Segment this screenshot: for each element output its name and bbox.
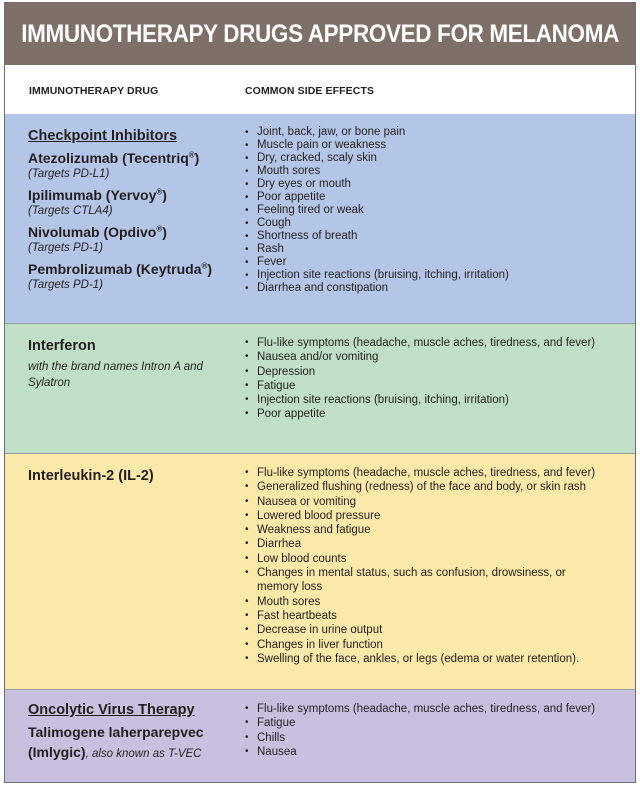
drug-target: (Targets PD-L1) bbox=[28, 168, 110, 180]
drug-name: Nivolumab (Opdivo®) bbox=[28, 224, 167, 240]
drug-brand-line: (Imlygic), also known as T-VEC bbox=[28, 744, 202, 760]
drug-target: (Targets PD-1) bbox=[28, 242, 103, 254]
drug-entry bbox=[28, 260, 233, 292]
side-effect-item: • Diarrhea and constipation bbox=[245, 282, 625, 295]
interleukin-drug-column bbox=[28, 467, 233, 485]
side-effect-item: • Flu-like symptoms (headache, muscle aches, tiredness, and fever) bbox=[245, 702, 625, 716]
column-header-row bbox=[5, 65, 635, 114]
drug-target: (Targets CTLA4) bbox=[28, 205, 113, 217]
side-effect-item: • Low blood counts bbox=[245, 552, 625, 566]
category-title: Interferon bbox=[28, 338, 96, 354]
title-bar bbox=[5, 3, 635, 65]
side-effect-item: • Generalized flushing (redness) of the face and body, or skin rash bbox=[245, 480, 625, 494]
section-interleukin-2 bbox=[5, 454, 635, 690]
side-effects-list bbox=[245, 336, 625, 422]
side-effect-item: • Cough bbox=[245, 217, 625, 230]
checkpoint-side-effects bbox=[245, 126, 625, 295]
drug-name: Atezolizumab (Tecentriq®) bbox=[28, 150, 200, 166]
section-interferon bbox=[5, 324, 635, 454]
page-title: IMMUNOTHERAPY DRUGS APPROVED FOR MELANOMA bbox=[21, 19, 619, 48]
side-effect-item: • Nausea or vomiting bbox=[245, 495, 625, 509]
side-effect-item: • Depression bbox=[245, 365, 625, 379]
side-effects-list bbox=[245, 466, 625, 666]
side-effect-item: • Dry eyes or mouth bbox=[245, 178, 625, 191]
side-effect-item: • Changes in mental status, such as confusion, drowsiness, or memory loss bbox=[245, 566, 580, 595]
drug-entry bbox=[28, 186, 233, 218]
side-effect-item: • Decrease in urine output bbox=[245, 623, 625, 637]
side-effect-item: • Chills bbox=[245, 731, 625, 745]
side-effect-item: • Weakness and fatigue bbox=[245, 523, 625, 537]
side-effect-item: • Injection site reactions (bruising, itching, irritation) bbox=[245, 269, 625, 282]
drug-name: Pembrolizumab (Keytruda®) bbox=[28, 261, 213, 277]
column-header-side-effects: COMMON SIDE EFFECTS bbox=[245, 85, 375, 97]
side-effect-item: • Feeling tired or weak bbox=[245, 204, 625, 217]
side-effect-item: • Nausea and/or vomiting bbox=[245, 350, 625, 364]
category-note: with the brand names Intron A and Sylatron bbox=[28, 361, 203, 389]
side-effect-item: • Injection site reactions (bruising, itching, irritation) bbox=[245, 393, 625, 407]
interferon-drug-column bbox=[28, 337, 233, 391]
side-effects-list bbox=[245, 126, 625, 295]
side-effect-item: • Changes in liver function bbox=[245, 638, 625, 652]
section-oncolytic-virus-therapy bbox=[5, 690, 635, 783]
side-effect-item: • Mouth sores bbox=[245, 165, 625, 178]
category-title: Oncolytic Virus Therapy bbox=[28, 702, 195, 718]
drug-entry bbox=[28, 223, 233, 255]
side-effect-item: • Fever bbox=[245, 256, 625, 269]
side-effect-item: • Shortness of breath bbox=[245, 230, 625, 243]
side-effect-item: • Fast heartbeats bbox=[245, 609, 625, 623]
side-effect-item: • Swelling of the face, ankles, or legs (edema or water retention). bbox=[245, 652, 625, 666]
side-effect-item: • Poor appetite bbox=[245, 407, 625, 421]
side-effects-list bbox=[245, 702, 625, 759]
section-checkpoint-inhibitors bbox=[5, 114, 635, 324]
side-effect-item: • Joint, back, jaw, or bone pain bbox=[245, 126, 625, 139]
side-effect-item: • Flu-like symptoms (headache, muscle aches, tiredness, and fever) bbox=[245, 336, 625, 350]
chart-frame bbox=[4, 2, 636, 783]
side-effect-item: • Dry, cracked, scaly skin bbox=[245, 152, 625, 165]
drug-name: Ipilimumab (Yervoy®) bbox=[28, 187, 167, 203]
drug-target: (Targets PD-1) bbox=[28, 279, 103, 291]
side-effect-item: • Rash bbox=[245, 243, 625, 256]
oncolytic-side-effects bbox=[245, 702, 625, 759]
side-effect-item: • Flu-like symptoms (headache, muscle aches, tiredness, and fever) bbox=[245, 466, 625, 480]
checkpoint-drug-column bbox=[28, 127, 233, 292]
column-header-drug: IMMUNOTHERAPY DRUG bbox=[29, 85, 159, 97]
side-effect-item: • Muscle pain or weakness bbox=[245, 139, 625, 152]
category-title: Interleukin-2 (IL-2) bbox=[28, 468, 154, 484]
side-effect-item: • Fatigue bbox=[245, 716, 625, 730]
interferon-side-effects bbox=[245, 336, 625, 422]
drug-entry bbox=[28, 149, 233, 181]
side-effect-item: • Mouth sores bbox=[245, 595, 625, 609]
interleukin-side-effects bbox=[245, 466, 625, 666]
category-title: Checkpoint Inhibitors bbox=[28, 128, 178, 144]
side-effect-item: • Lowered blood pressure bbox=[245, 509, 625, 523]
oncolytic-drug-column bbox=[28, 701, 233, 764]
side-effect-item: • Fatigue bbox=[245, 379, 625, 393]
side-effect-item: • Nausea bbox=[245, 745, 625, 759]
side-effect-item: • Diarrhea bbox=[245, 537, 625, 551]
drug-name: Talimogene laherparepvec bbox=[28, 724, 204, 740]
side-effect-item: • Poor appetite bbox=[245, 191, 625, 204]
